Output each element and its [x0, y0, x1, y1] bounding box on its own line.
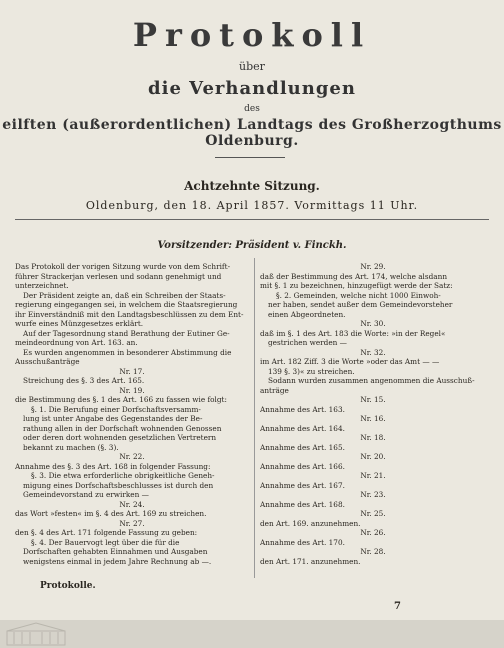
item-number: Nr. 17.: [119, 366, 145, 376]
text-line: ner haben, sendet außer dem Gemeindevorsteher: [268, 300, 453, 309]
item-number: Nr. 21.: [360, 471, 386, 480]
text-line: Es wurden angenommen in besonderer Abstimmung die: [23, 347, 232, 357]
item-number: Nr. 18.: [360, 433, 386, 442]
text-line: Annahme des Art. 163.: [260, 404, 345, 414]
text-line: ihr Einverständniß mit den Landtagsbeschlüssen zu dem Ent-: [15, 309, 244, 319]
text-line: Annahme des Art. 167.: [260, 480, 345, 490]
item-number: Nr. 22.: [119, 452, 145, 461]
text-line: wenigstens einmal in jedem Jahre Rechnung ab —.: [23, 556, 212, 566]
item-number: Nr. 29.: [360, 262, 386, 271]
item-number: Nr. 15.: [360, 395, 386, 404]
page-number: 7: [394, 601, 401, 612]
text-line: einen Abgeordneten.: [268, 309, 346, 319]
text-line: Das Protokoll der vorigen Sitzung wurde von dem Schrift-: [15, 262, 231, 271]
document-title: Protokoll: [132, 16, 372, 54]
text-line: rathung allen in der Dorfschaft wohnenden Genossen: [23, 423, 222, 433]
text-line: unterzeichnet.: [15, 281, 69, 290]
text-line: Auf der Tagesordnung stand Berathung der Eutiner Ge-: [23, 328, 230, 338]
chair-line: Vorsitzender: Präsident v. Finckh.: [157, 240, 347, 251]
title-line-des: des: [244, 104, 260, 114]
item-number: Nr. 23.: [360, 490, 386, 499]
text-line: meindeordnung von Art. 163. an.: [15, 338, 138, 347]
text-line: bekannt zu machen (§. 3).: [23, 442, 119, 452]
text-line: gestrichen werden —: [268, 338, 347, 347]
text-line: wurfe eines Münzgesetzes erklärt.: [15, 319, 144, 328]
text-line: mit §. 1 zu bezeichnen, hinzugefügt werde der Satz:: [260, 281, 453, 290]
item-number: Nr. 26.: [360, 528, 386, 537]
item-number: Nr. 27.: [119, 518, 145, 528]
text-line: §. 4. Der Bauervogt legt über die für die: [31, 537, 180, 547]
text-line: im Art. 182 Ziff. 3 die Worte »oder das Amt — —: [260, 357, 440, 366]
title-line-landtag: eilften (außerordentlichen) Landtags des Großherzogthums Oldenburg.: [2, 117, 502, 149]
item-number: Nr. 16.: [360, 414, 386, 423]
text-line: Annahme des Art. 164.: [260, 423, 345, 433]
text-line: daß der Bestimmung des Art. 174, welche alsdann: [260, 271, 448, 281]
item-number: Nr. 20.: [360, 452, 386, 461]
text-line: den Art. 171. anzunehmen.: [260, 556, 361, 566]
text-line: 139 §. 3)« zu streichen.: [268, 366, 355, 376]
text-line: Annahme des Art. 168.: [260, 499, 345, 509]
text-line: Annahme des Art. 165.: [260, 442, 345, 452]
text-line: regierung eingegangen sei, in welchem die Staatsregierung: [15, 300, 238, 309]
text-line: Dorfschaften gehabten Einnahmen und Ausgaben: [23, 547, 208, 556]
session-heading: Achtzehnte Sitzung.: [184, 179, 320, 193]
text-line: Streichung des §. 3 des Art. 165.: [23, 376, 145, 385]
text-line: Annahme des Art. 166.: [260, 461, 345, 471]
item-number: Nr. 24.: [119, 499, 145, 509]
text-line: §. 2. Gemeinden, welche nicht 1000 Einwoh-: [276, 290, 441, 300]
text-line: Sodann wurden zusammen angenommen die Ausschuß-: [268, 376, 475, 385]
text-line: Annahme des §. 3 des Art. 168 in folgender Fassung:: [15, 461, 211, 471]
title-divider: [215, 157, 285, 158]
item-number: Nr. 28.: [360, 547, 386, 556]
text-line: Ausschußanträge: [15, 357, 80, 366]
library-building-icon: [6, 622, 66, 646]
text-line: Annahme des Art. 170.: [260, 537, 345, 547]
column-divider: [254, 258, 255, 578]
title-line-ueber: über: [239, 60, 265, 73]
text-line: die Bestimmung des §. 1 des Art. 166 zu fassen wie folgt:: [15, 395, 227, 404]
title-line-verhandlungen: die Verhandlungen: [148, 78, 356, 99]
item-number: Nr. 19.: [119, 385, 145, 395]
viewer-bottom-bar: [0, 620, 504, 648]
running-title: Protokolle.: [40, 581, 96, 591]
item-number: Nr. 25.: [360, 509, 386, 518]
session-dateline: Oldenburg, den 18. April 1857. Vormittags 11 Uhr.: [85, 199, 419, 212]
text-line: Der Präsident zeigte an, daß ein Schreiben der Staats-: [23, 290, 226, 300]
text-line: §. 3. Die etwa erforderliche obrigkeitliche Geneh-: [31, 471, 215, 480]
item-number: Nr. 32.: [360, 347, 386, 357]
item-number: Nr. 30.: [360, 319, 386, 328]
section-divider: [15, 219, 489, 220]
text-line: den §. 4 des Art. 171 folgende Fassung zu geben:: [15, 528, 198, 537]
left-column: [15, 262, 249, 566]
right-column: [260, 262, 486, 566]
text-line: daß im §. 1 des Art. 183 die Worte: »in der Regel«: [260, 328, 446, 338]
text-line: das Wort »festen« im §. 4 des Art. 169 zu streichen.: [15, 509, 207, 518]
text-line: anträge: [260, 385, 289, 395]
text-line: den Art. 169. anzunehmen.: [260, 518, 361, 528]
text-line: lung ist unter Angabe des Gegenstandes der Be-: [23, 414, 203, 423]
text-line: Gemeindevorstand zu erwirken —: [23, 490, 149, 499]
text-line: migung eines Dorfschaftsbeschlusses ist durch den: [23, 480, 214, 490]
text-line: §. 1. Die Berufung einer Dorfschaftsversamm-: [31, 404, 201, 414]
text-line: oder deren dort wohnenden gesetzlichen Vertretern: [23, 433, 217, 442]
text-line: führer Strackerjan verlesen und sodann genehmigt und: [15, 271, 222, 281]
